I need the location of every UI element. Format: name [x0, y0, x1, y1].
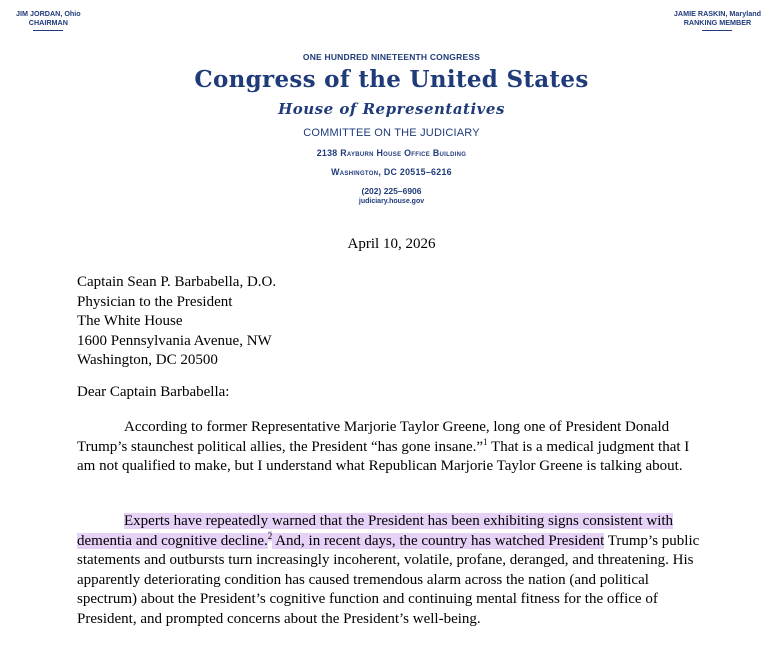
recipient-line: The White House [77, 313, 183, 329]
office-address-line1: 2138 Rayburn House Office Building [316, 148, 467, 158]
congress-title: Congress of the United States [194, 66, 589, 93]
committee-name: COMMITTEE ON THE JUDICIARY [303, 127, 480, 139]
paragraph2-rest: Trump’s public statements and outbursts turn increasingly incoherent, volatile, profane, deranged, and threatening. His apparently deteriorating condition has caused tremendous alarm across the nation (and political spectrum) about the President’s cognitive function and continuing mental fitness for the office of President, and prompted concerns about the President’s well-being. [77, 532, 700, 627]
chairman-role: CHAIRMAN [28, 18, 68, 27]
chairman-name: JIM JORDAN, Ohio [16, 9, 81, 18]
highlighted-text-a[interactable]: Experts have repeatedly warned that the President has been exhibiting signs consistent with dementia and cognitive decline. [77, 513, 674, 549]
highlighted-text-b[interactable]: And, in recent days, the country has watched President [272, 532, 605, 549]
recipient-line: Washington, DC 20500 [77, 352, 218, 368]
ranking-member-rule [702, 30, 732, 31]
footnote-ref-2[interactable]: 2 [267, 530, 273, 541]
office-address-line2: Washington, DC 20515–6216 [331, 167, 452, 177]
chairman-block [16, 9, 81, 31]
recipient-line: 1600 Pennsylvania Avenue, NW [77, 332, 272, 349]
ranking-member-block [674, 9, 761, 31]
ranking-member-name: JAMIE RASKIN, Maryland [673, 9, 761, 18]
chairman-rule [33, 30, 63, 31]
ranking-member-role: RANKING MEMBER [683, 18, 752, 27]
letter-date: April 10, 2026 [347, 236, 436, 252]
recipient-line: Physician to the President [77, 293, 233, 310]
salutation: Dear Captain Barbabella: [77, 384, 230, 400]
website-link[interactable]: judiciary.house.gov [358, 198, 425, 205]
house-title: House of Representatives [278, 100, 505, 118]
paragraph1-text-b: That is a medical judgment that I am not qualified to make, but I understand what Republican Marjorie Taylor Greene is talking about. [77, 438, 690, 475]
recipient-address [77, 273, 276, 371]
congress-number: ONE HUNDRED NINETEENTH CONGRESS [302, 52, 481, 62]
footnote-ref-1[interactable]: 1 [483, 436, 488, 447]
body-paragraph-2 [77, 512, 707, 630]
recipient-line: Captain Sean P. Barbabella, D.O. [77, 274, 277, 290]
paragraph1-text-a: According to former Representative Marjorie Taylor Greene, long one of President Donald Trump’s staunchest political allies, the President “has gone insane.” [77, 419, 670, 455]
office-phone: (202) 225–6906 [361, 186, 422, 196]
body-paragraph-1 [77, 418, 707, 477]
